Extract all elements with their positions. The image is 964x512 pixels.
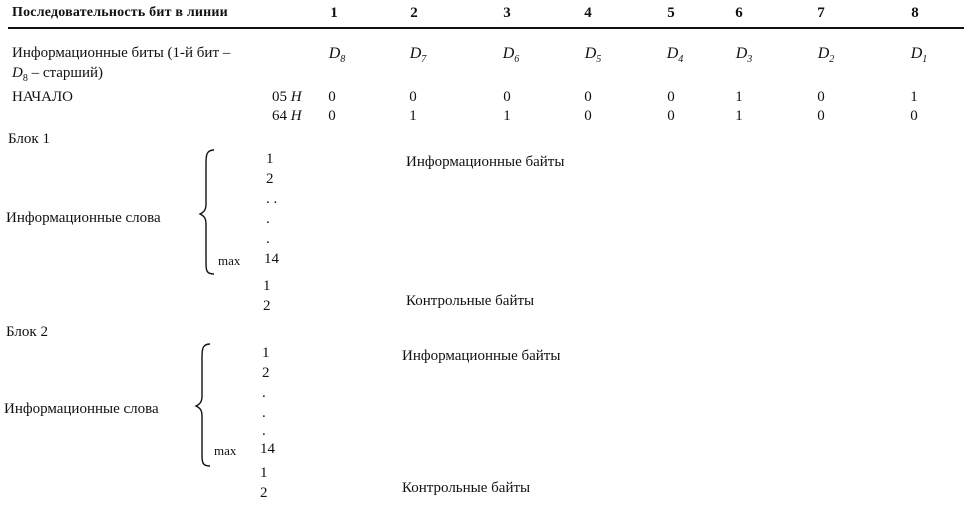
block-1-words-label: Информационные слова	[6, 210, 161, 226]
start-row1-bit-1: 0	[328, 89, 336, 105]
start-row1-bit-3: 0	[503, 89, 511, 105]
block-2-ctrl-item-1: 1	[260, 465, 268, 481]
block-2-words-label: Информационные слова	[4, 401, 159, 417]
block-1-item-5: .	[266, 231, 270, 247]
bit-label-3: $D_6$	[502, 45, 520, 66]
start-row2-bit-2: 1	[409, 108, 417, 124]
start-label: НАЧАЛО	[12, 89, 73, 105]
start-row1-bit-4: 0	[584, 89, 592, 105]
block-1-ctrl-bytes-label: Контрольные байты	[406, 293, 535, 309]
bit-label-1: $D_8$	[328, 45, 346, 66]
block-1-max-value: 14	[264, 251, 279, 267]
block-1-title: Блок 1	[8, 131, 50, 147]
start-row1-bit-5: 0	[667, 89, 675, 105]
start-row2-bit-8: 0	[910, 108, 918, 124]
column-header-5: 5	[667, 5, 675, 21]
start-row2-bit-6: 1	[735, 108, 743, 124]
column-header-3: 3	[503, 5, 511, 21]
start-row1-bit-7: 0	[817, 89, 825, 105]
start-code-2: 64 H	[272, 108, 302, 124]
block-1-item-2: 2	[266, 171, 274, 187]
block-2-title: Блок 2	[6, 324, 48, 340]
block-1-ctrl-item-2: 2	[263, 298, 271, 314]
block-2-ctrl-bytes-label: Контрольные байты	[402, 480, 531, 496]
block-2-item-1: 1	[262, 345, 270, 361]
block-1-item-4: .	[266, 211, 270, 227]
column-header-4: 4	[584, 5, 592, 21]
info-bits-label-line2: $D_8$ – старший)	[12, 65, 103, 84]
start-row1-bit-2: 0	[409, 89, 417, 105]
header-divider	[8, 27, 964, 29]
start-row2-bit-5: 0	[667, 108, 675, 124]
start-row1-bit-6: 1	[735, 89, 743, 105]
block-2-max-value: 14	[260, 441, 275, 457]
block-1-max-label: max	[218, 253, 241, 268]
block-2-brace-icon	[194, 342, 214, 468]
block-1-item-3: . .	[266, 191, 278, 207]
sequence-header-label: Последовательность бит в линии	[12, 5, 228, 20]
block-2-item-5: .	[262, 423, 266, 439]
column-header-8: 8	[911, 5, 919, 21]
column-header-7: 7	[817, 5, 825, 21]
column-header-2: 2	[410, 5, 418, 21]
block-1-item-1: 1	[266, 151, 274, 167]
column-header-1: 1	[330, 5, 338, 21]
start-row2-bit-4: 0	[584, 108, 592, 124]
block-2-max-label: max	[214, 443, 237, 458]
column-header-6: 6	[735, 5, 743, 21]
bit-label-8: $D_1$	[910, 45, 928, 66]
bit-label-5: $D_4$	[666, 45, 684, 66]
start-row2-bit-1: 0	[328, 108, 336, 124]
block-2-item-2: 2	[262, 365, 270, 381]
start-row2-bit-7: 0	[817, 108, 825, 124]
block-2-item-3: .	[262, 385, 266, 401]
block-1-brace-icon	[198, 148, 218, 276]
block-2-item-4: .	[262, 405, 266, 421]
info-bits-label-line1: Информационные биты (1-й бит –	[12, 45, 231, 61]
bit-label-4: $D_5$	[584, 45, 602, 66]
block-1-info-bytes-label: Информационные байты	[406, 154, 565, 170]
start-row2-bit-3: 1	[503, 108, 511, 124]
block-1-ctrl-item-1: 1	[263, 278, 271, 294]
bit-label-2: $D_7$	[409, 45, 427, 66]
bit-label-7: $D_2$	[817, 45, 835, 66]
start-code-1: 05 H	[272, 89, 302, 105]
block-2-ctrl-item-2: 2	[260, 485, 268, 501]
start-row1-bit-8: 1	[910, 89, 918, 105]
bit-label-6: $D_3$	[735, 45, 753, 66]
block-2-info-bytes-label: Информационные байты	[402, 348, 561, 364]
